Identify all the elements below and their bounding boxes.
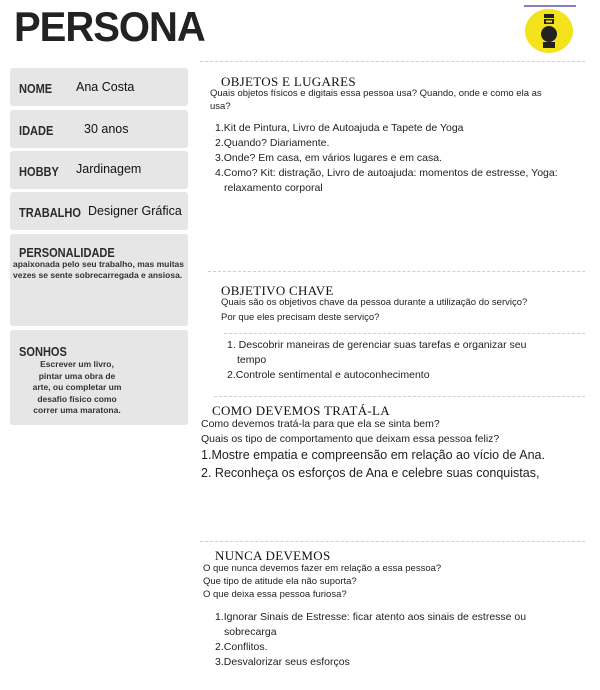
treat-question: Como devemos tratá-la para que ela se sinta bem? Quais os tipo de comportamento que deixam essa pessoa feliz? xyxy=(201,418,500,445)
age-label: IDADE xyxy=(19,123,54,138)
goals-heading: OBJETIVO CHAVE xyxy=(221,283,334,298)
list-item: 1. Descobrir maneiras de gerenciar suas tarefas e organizar seu xyxy=(227,339,527,351)
list-item: 1.Ignorar Sinais de Estresse: ficar atento aos sinais de estresse ou xyxy=(215,611,527,623)
dreams-card xyxy=(10,330,188,425)
objects-list: 1.Kit de Pintura, Livro de Autoajuda e Tapete de Yoga 2.Quando? Diariamente. 3.Onde? Em casa, em vários lugares e em casa. 4.Como? Kit: distração, Livro de autoajuda: momentos de estresse, Yoga: relaxamento corporal xyxy=(215,121,575,196)
list-item: 2.Conflitos. xyxy=(215,641,268,653)
goals-question: Quais são os objetivos chave da pessoa durante a utilização do serviço? Por que eles precisam deste serviço? xyxy=(221,297,528,323)
dreams-label: SONHOS xyxy=(19,344,67,359)
goals-list: 1. Descobrir maneiras de gerenciar suas tarefas e organizar seu tempo 2.Controle sentimental e autoconhecimento xyxy=(227,338,577,383)
objects-question: Quais objetos físicos e digitais essa pessoa usa? Quando, onde e como ela as usa? xyxy=(210,88,542,112)
persona-logo-icon xyxy=(525,9,573,53)
page-title: PERSONA xyxy=(14,4,205,51)
treat-list xyxy=(201,446,591,482)
objects-heading: OBJETOS E LUGARES xyxy=(221,74,356,89)
separator xyxy=(200,61,585,62)
never-list: 1.Ignorar Sinais de Estresse: ficar atento aos sinais de estresse ou sobrecarga 2.Conflitos. 3.Desvalorizar seus esforços xyxy=(215,610,575,670)
list-item: 4.Como? Kit: distração, Livro de autoajuda: momentos de estresse, Yoga: xyxy=(215,167,558,179)
name-value: Ana Costa xyxy=(76,80,135,94)
dreams-text: Escrever um livro, pintar uma obra de arte, ou completar um desafio físico como correr uma maratona. xyxy=(32,359,122,415)
never-heading: NUNCA DEVEMOS xyxy=(215,548,331,563)
hobby-card xyxy=(10,151,188,189)
list-item: 2. Reconheça os esforços de Ana e celebre suas conquistas, xyxy=(201,466,540,480)
separator xyxy=(208,271,585,272)
job-label: TRABALHO xyxy=(19,205,81,220)
list-item: 1.Mostre empatia e compreensão em relação ao vício de Ana. xyxy=(201,448,545,462)
separator xyxy=(214,396,585,397)
never-question: O que nunca devemos fazer em relação a essa pessoa? Que tipo de atitude ela não suporta? O que deixa essa pessoa furiosa? xyxy=(203,563,442,600)
list-item: 3.Desvalorizar seus esforços xyxy=(215,656,350,668)
hobby-value: Jardinagem xyxy=(76,162,142,176)
separator xyxy=(200,541,585,542)
list-item: 2.Controle sentimental e autoconhecimento xyxy=(227,369,430,381)
job-card xyxy=(10,192,188,230)
job-value: Designer Gráfica xyxy=(88,204,182,218)
separator xyxy=(224,333,585,334)
logo-underline xyxy=(524,5,576,7)
list-item: 2.Quando? Diariamente. xyxy=(215,137,330,149)
name-label: NOME xyxy=(19,81,53,96)
personality-text: apaixonada pelo seu trabalho, mas muitas vezes se sente sobrecarregada e ansiosa. xyxy=(13,259,184,280)
list-item: 3.Onde? Em casa, em vários lugares e em casa. xyxy=(215,152,443,164)
treat-heading: COMO DEVEMOS TRATÁ-LA xyxy=(212,403,390,418)
age-value: 30 anos xyxy=(84,122,129,136)
personality-label: PERSONALIDADE xyxy=(19,245,115,260)
hobby-label: HOBBY xyxy=(19,164,59,179)
personality-card xyxy=(10,234,188,326)
list-item: 1.Kit de Pintura, Livro de Autoajuda e Tapete de Yoga xyxy=(215,122,464,134)
age-card xyxy=(10,110,188,148)
name-card xyxy=(10,68,188,106)
